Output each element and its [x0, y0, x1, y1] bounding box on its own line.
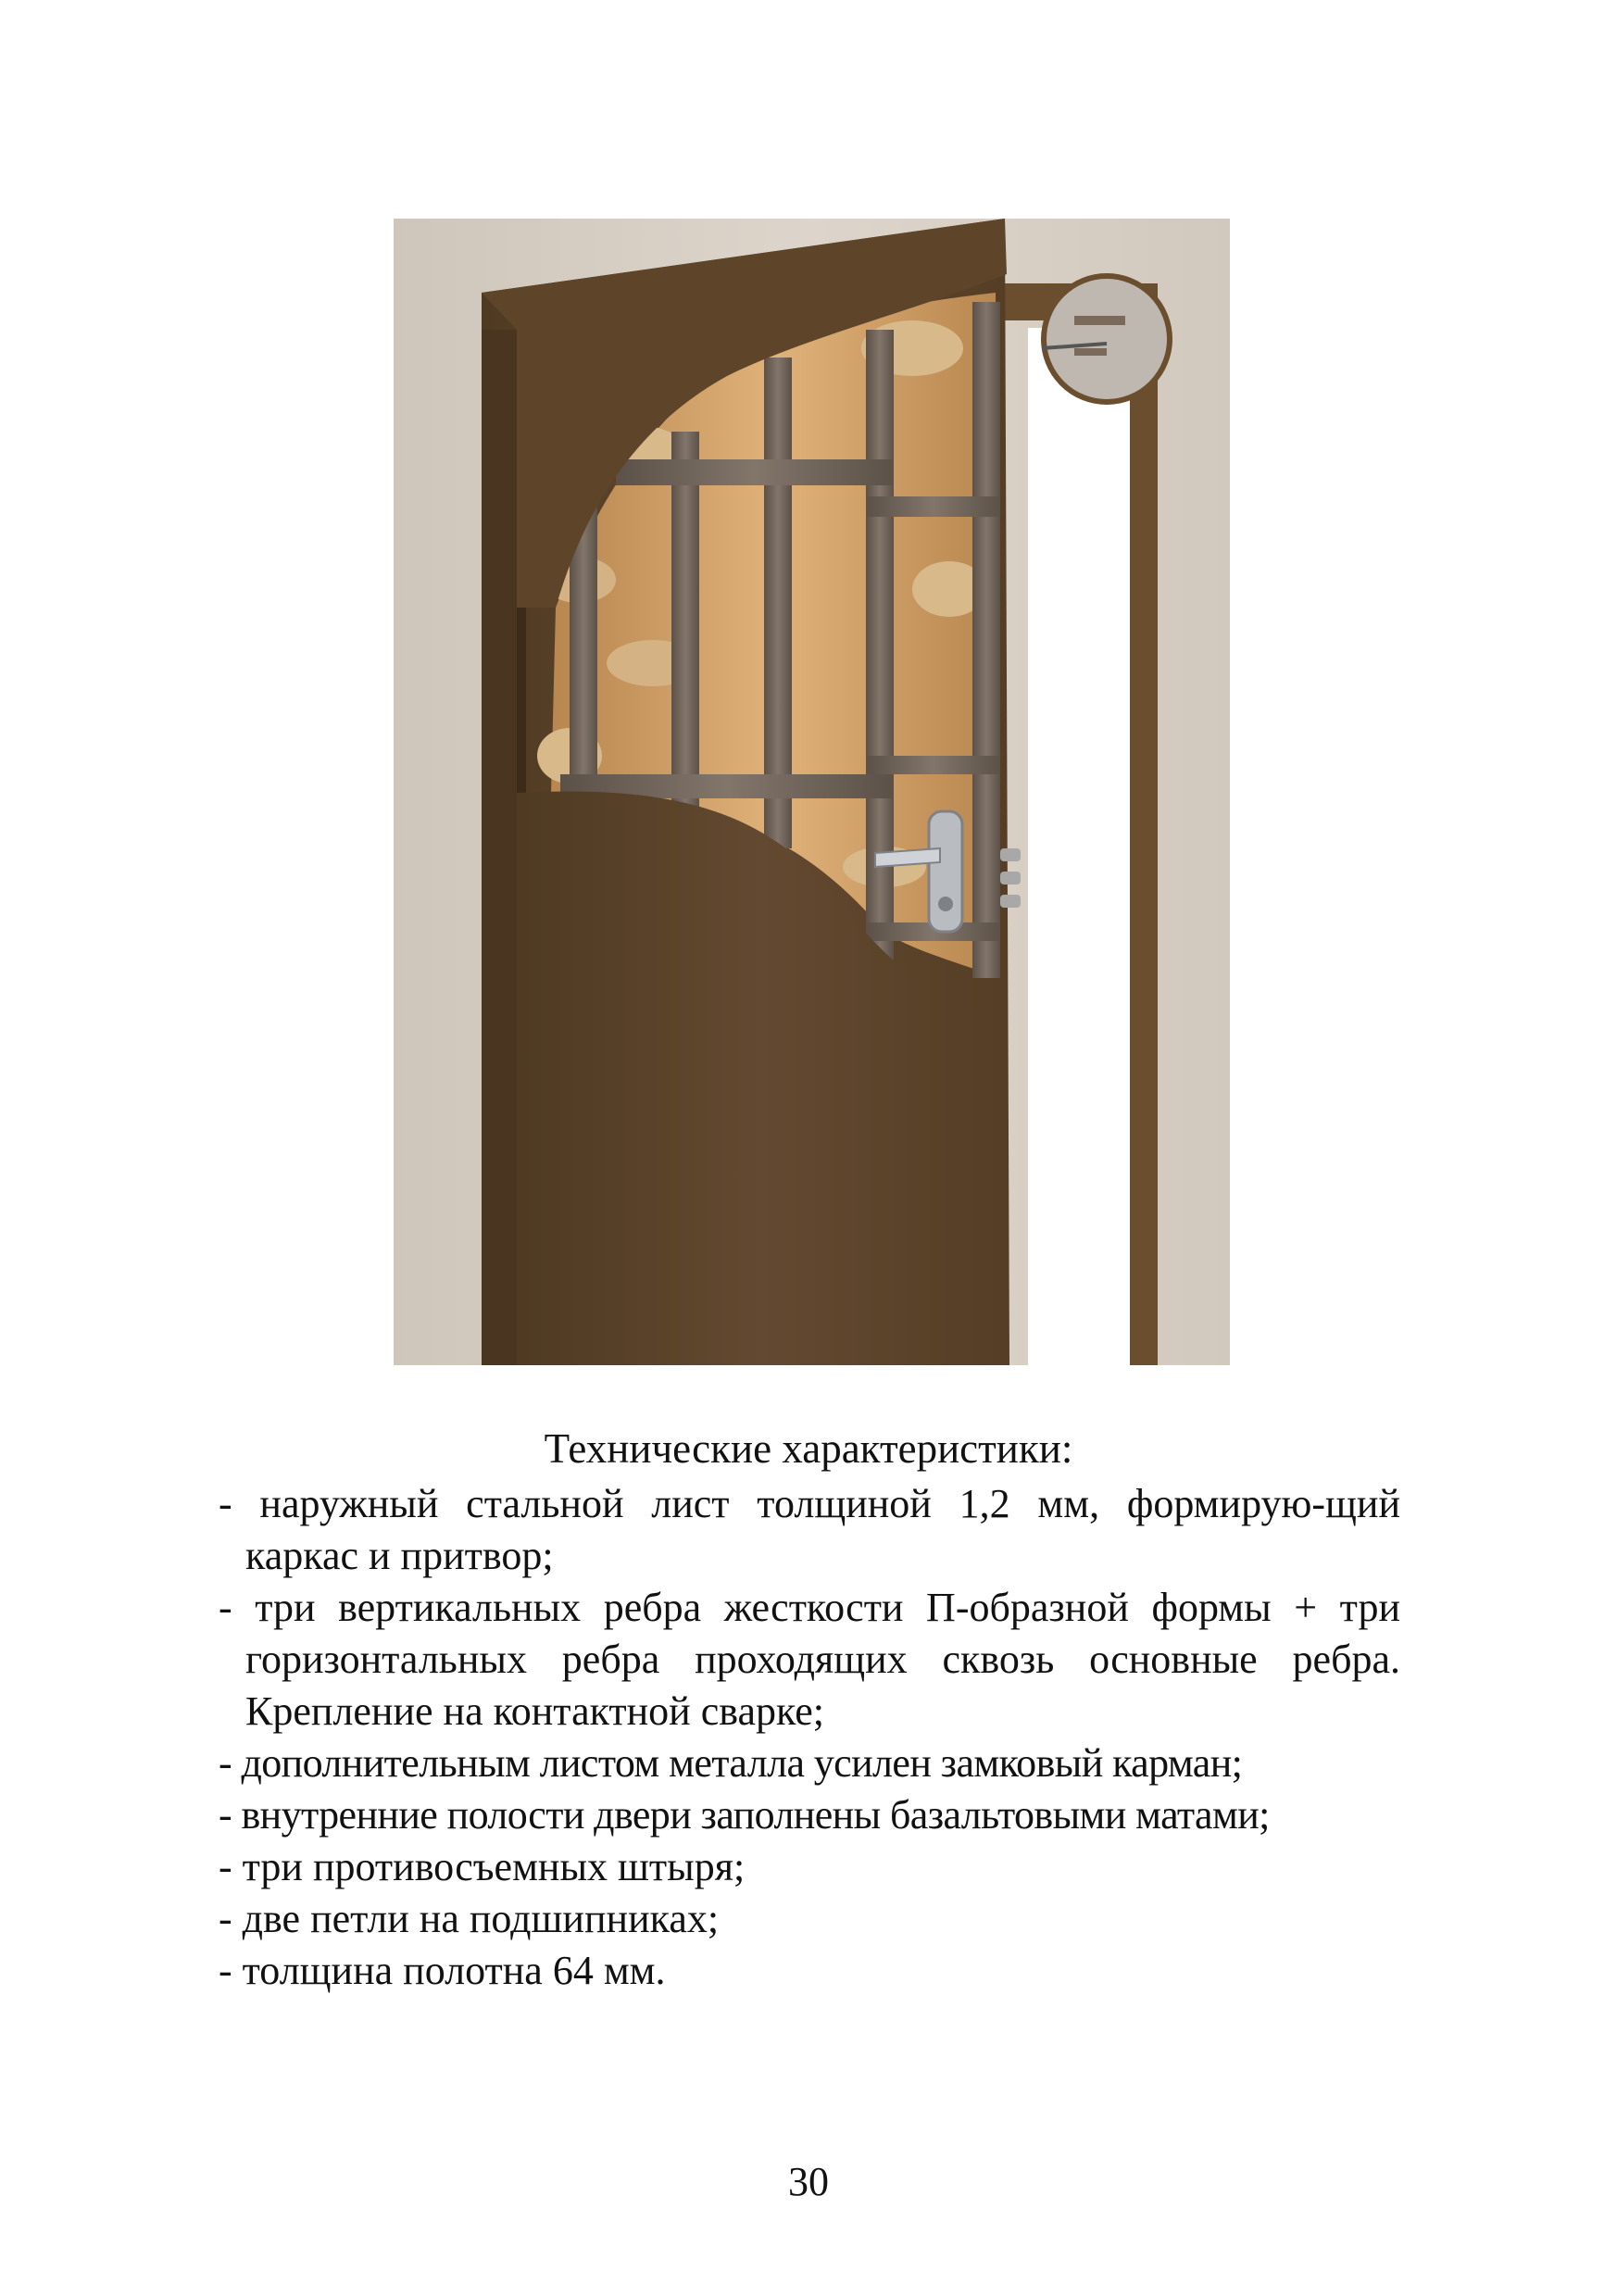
door-opening: [1028, 328, 1130, 1365]
spec-item: - толщина полотна 64 мм.: [219, 1948, 666, 1993]
spec-item: - три противосъемных штыря;: [219, 1844, 746, 1889]
anti-removal-pins: [1000, 848, 1021, 908]
spec-list: [219, 1478, 1400, 1997]
spec-item: - дополнительным листом металла усилен замковый карман;: [219, 1740, 1243, 1786]
spec-item: - две петли на подшипниках;: [219, 1896, 720, 1941]
spec-title: Технические характеристики:: [544, 1425, 1073, 1472]
door-cutaway-figure: [394, 219, 1230, 1365]
spec-item: - наружный стальной лист толщиной 1,2 мм, формирую-щий каркас и притвор;: [219, 1481, 1400, 1578]
frame-jamb-left: [482, 330, 517, 1365]
frame-section-detail: [1044, 276, 1170, 402]
spec-item: - внутренние полости двери заполнены базальтовыми матами;: [219, 1792, 1270, 1838]
page-number: 30: [788, 2159, 829, 2204]
spec-item: - три вертикальных ребра жесткости П-образной формы + три горизонтальных ребра проходящих сквозь основные ребра. Крепление на контактной сварке;: [219, 1585, 1400, 1734]
frame-jamb-right: [1130, 302, 1158, 1365]
